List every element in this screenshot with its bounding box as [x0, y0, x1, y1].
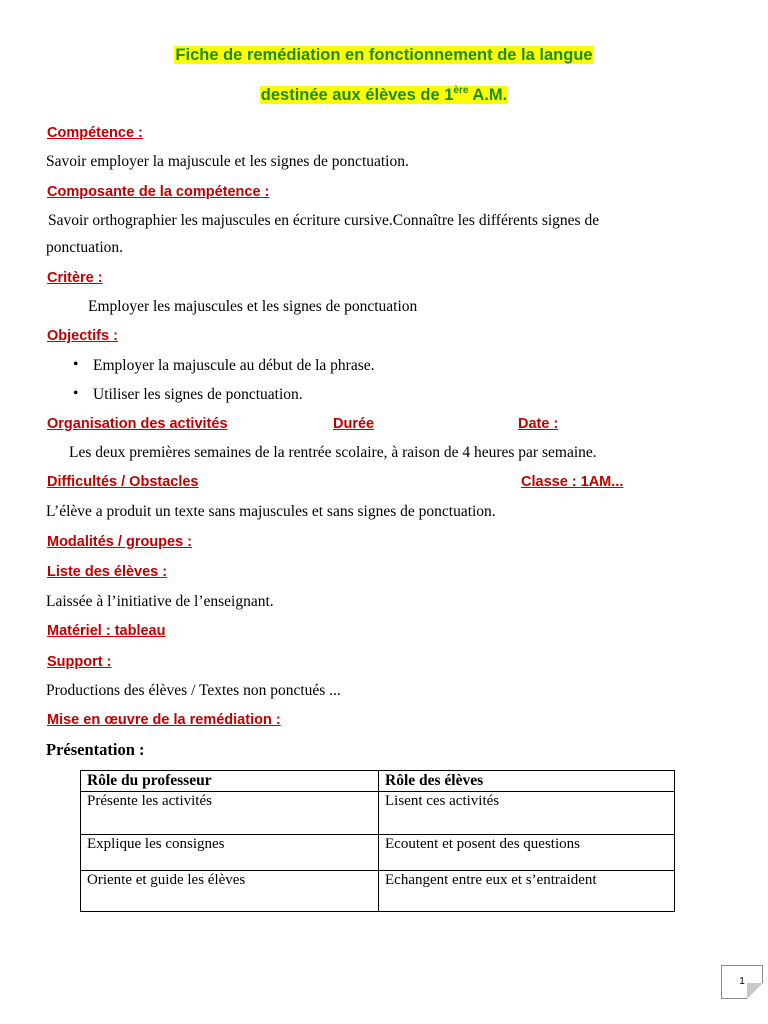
bullet-icon: •	[73, 385, 79, 402]
objectifs-label: Objectifs :	[47, 328, 118, 344]
critere-label: Critère :	[47, 270, 103, 286]
materiel-label	[47, 623, 165, 639]
duree-label: Durée	[333, 416, 375, 432]
table-cell: Oriente et guide les élèves	[81, 871, 379, 912]
table-row	[81, 792, 675, 835]
critere-text: Employer les majuscules et les signes de ponctuation	[88, 298, 418, 315]
presentation-heading: Présentation :	[46, 740, 145, 759]
bullet-icon: •	[73, 356, 79, 373]
composante-text-2: ponctuation.	[46, 239, 124, 256]
table-header-row	[81, 771, 675, 792]
title-line-1	[0, 46, 768, 65]
table-cell: Lisent ces activités	[379, 792, 675, 835]
title-line2-pre: destinée aux élèves de 1	[260, 86, 454, 104]
title-text-2	[260, 86, 508, 104]
liste-text: Laissée à l’initiative de l’enseignant.	[46, 593, 274, 610]
page-number-box	[721, 965, 763, 999]
table-cell: Ecoutent et posent des questions	[379, 835, 675, 871]
title-line2-post: A.M.	[468, 86, 508, 104]
objectif-item-1: Employer la majuscule au début de la phrase.	[93, 357, 375, 374]
title-text-1: Fiche de remédiation en fonctionnement de la langue	[175, 46, 593, 64]
table-cell: Echangent entre eux et s’entraident	[379, 871, 675, 912]
modalites-label: Modalités / groupes :	[47, 534, 193, 550]
organisation-label: Organisation des activités	[47, 416, 228, 432]
materiel-label-text: Matériel :	[47, 623, 111, 639]
composante-label: Composante de la compétence :	[47, 184, 270, 200]
objectif-item-2: Utiliser les signes de ponctuation.	[93, 386, 303, 403]
mise-en-oeuvre-label: Mise en œuvre de la remédiation :	[47, 712, 281, 728]
title-line-2	[0, 86, 768, 105]
organisation-text: Les deux premières semaines de la rentrée scolaire, à raison de 4 heures par semaine.	[69, 444, 597, 461]
page-number: 1	[739, 976, 745, 987]
competence-text: Savoir employer la majuscule et les signes de ponctuation.	[46, 153, 409, 170]
composante-text-1: Savoir orthographier les majuscules en écriture cursive.Connaître les différents signes de	[48, 212, 600, 229]
title-line2-sup: ère	[453, 85, 469, 96]
support-label: Support :	[47, 654, 112, 670]
classe-label: Classe : 1AM...	[521, 474, 624, 490]
table-cell: Présente les activités	[81, 792, 379, 835]
competence-label: Compétence :	[47, 125, 143, 141]
table-row	[81, 871, 675, 912]
table-row	[81, 835, 675, 871]
table-cell: Explique les consignes	[81, 835, 379, 871]
difficultes-text: L’élève a produit un texte sans majuscules et sans signes de ponctuation.	[46, 503, 496, 520]
support-text: Productions des élèves / Textes non ponctués ...	[46, 682, 341, 699]
difficultes-label: Difficultés / Obstacles	[47, 474, 199, 490]
liste-label: Liste des élèves :	[47, 564, 168, 580]
header-professeur: Rôle du professeur	[81, 771, 379, 792]
header-eleves: Rôle des élèves	[379, 771, 675, 792]
roles-table	[80, 770, 675, 912]
date-label: Date :	[518, 416, 559, 432]
materiel-value: tableau	[114, 623, 166, 639]
